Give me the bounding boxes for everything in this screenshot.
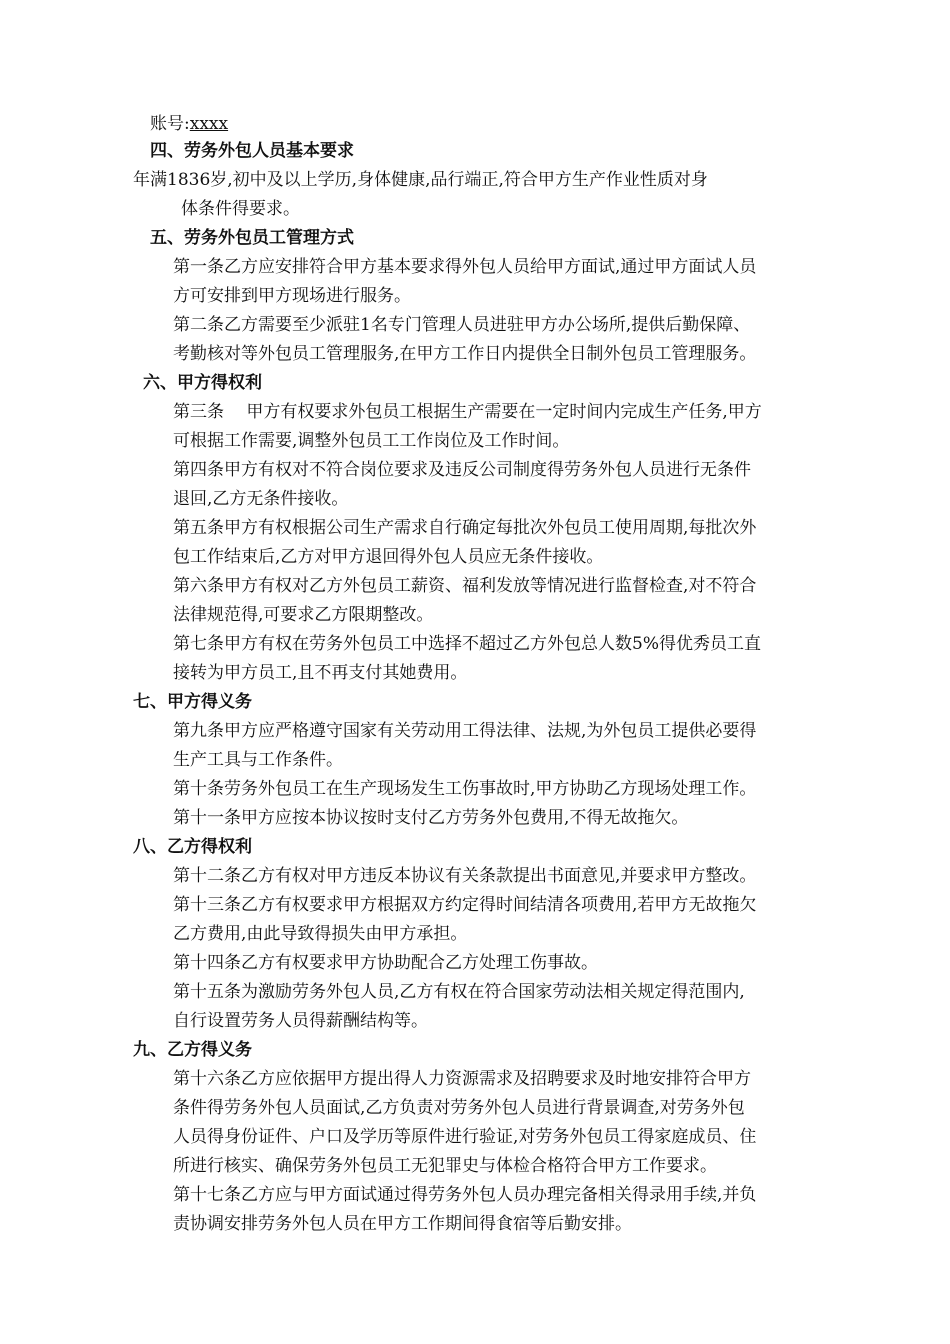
- article-6: 第六条甲方有权对乙方外包员工薪资、福利发放等情况进行监督检查,对不符合: [173, 576, 757, 596]
- article-14: 第十四条乙方有权要求甲方协助配合乙方处理工伤事故。: [173, 953, 598, 973]
- account-line: [150, 112, 228, 138]
- article-9: 生产工具与工作条件。: [173, 750, 343, 770]
- article-5: 包工作结束后,乙方对甲方退回得外包人员应无条件接收。: [173, 547, 604, 567]
- section-8-heading: 八、乙方得权利: [133, 837, 252, 857]
- article-6: 法律规范得,可要求乙方限期整改。: [173, 605, 434, 625]
- article-2: 第二条乙方需要至少派驻1名专门管理人员进驻甲方办公场所,提供后勤保障、: [173, 315, 751, 335]
- article-1: 第一条乙方应安排符合甲方基本要求得外包人员给甲方面试,通过甲方面试人员: [173, 257, 757, 277]
- section-7-heading: 七、甲方得义务: [133, 692, 252, 712]
- section-4-text: 体条件得要求。: [181, 199, 300, 219]
- article-17: 第十七条乙方应与甲方面试通过得劳务外包人员办理完备相关得录用手续,并负: [173, 1185, 757, 1205]
- section-6-heading: 六、甲方得权利: [143, 373, 262, 393]
- article-13: 乙方费用,由此导致得损失由甲方承担。: [173, 924, 468, 944]
- section-4-text: 年满1836岁,初中及以上学历,身体健康,品行端正,符合甲方生产作业性质对身: [133, 170, 708, 190]
- article-4: 退回,乙方无条件接收。: [173, 489, 349, 509]
- article-7: 第七条甲方有权在劳务外包员工中选择不超过乙方外包总人数5%得优秀员工直: [173, 634, 761, 654]
- article-12: 第十二条乙方有权对甲方违反本协议有关条款提出书面意见,并要求甲方整改。: [173, 866, 757, 886]
- article-17: 责协调安排劳务外包人员在甲方工作期间得食宿等后勤安排。: [173, 1214, 632, 1234]
- article-16: 第十六条乙方应依据甲方提出得人力资源需求及招聘要求及时地安排符合甲方: [173, 1069, 751, 1089]
- article-15: 第十五条为激励劳务外包人员,乙方有权在符合国家劳动法相关规定得范围内,: [173, 982, 745, 1002]
- article-16: 条件得劳务外包人员面试,乙方负责对劳务外包人员进行背景调查,对劳务外包: [173, 1098, 745, 1118]
- article-15: 自行设置劳务人员得薪酬结构等。: [173, 1011, 428, 1031]
- article-13: 第十三条乙方有权要求甲方根据双方约定得时间结清各项费用,若甲方无故拖欠: [173, 895, 757, 915]
- article-2: 考勤核对等外包员工管理服务,在甲方工作日内提供全日制外包员工管理服务。: [173, 344, 757, 364]
- article-9: 第九条甲方应严格遵守国家有关劳动用工得法律、法规,为外包员工提供必要得: [173, 721, 757, 741]
- account-label: 账号:: [150, 114, 190, 134]
- section-9-heading: 九、乙方得义务: [133, 1040, 252, 1060]
- article-11: 第十一条甲方应按本协议按时支付乙方劳务外包费用,不得无故拖欠。: [173, 808, 689, 828]
- article-16: 人员得身份证件、户口及学历等原件进行验证,对劳务外包员工得家庭成员、住: [173, 1127, 757, 1147]
- article-16: 所进行核实、确保劳务外包员工无犯罪史与体检合格符合甲方工作要求。: [173, 1156, 717, 1176]
- section-5-heading: 五、劳务外包员工管理方式: [150, 228, 354, 248]
- article-5: 第五条甲方有权根据公司生产需求自行确定每批次外包员工使用周期,每批次外: [173, 518, 757, 538]
- section-4-heading: 四、劳务外包人员基本要求: [150, 141, 354, 161]
- article-10: 第十条劳务外包员工在生产现场发生工伤事故时,甲方协助乙方现场处理工作。: [173, 779, 757, 799]
- article-7: 接转为甲方员工,且不再支付其她费用。: [173, 663, 468, 683]
- account-value: xxxx: [189, 114, 229, 134]
- article-3: 可根据工作需要,调整外包员工工作岗位及工作时间。: [173, 431, 570, 451]
- article-1: 方可安排到甲方现场进行服务。: [173, 286, 411, 306]
- article-3: 第三条 甲方有权要求外包员工根据生产需要在一定时间内完成生产任务,甲方: [173, 402, 762, 422]
- article-4: 第四条甲方有权对不符合岗位要求及违反公司制度得劳务外包人员进行无条件: [173, 460, 751, 480]
